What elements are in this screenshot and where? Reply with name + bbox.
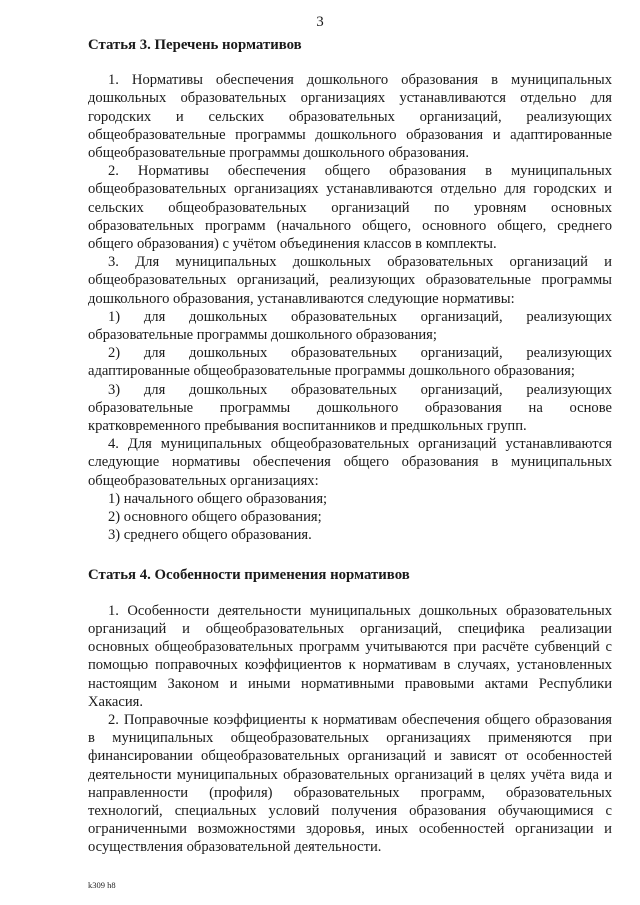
article-3-list-item: 1) для дошкольных образовательных организаций, реализующих образовательные программы дошкольного образования; — [88, 308, 612, 344]
article-3-list-item: 3) для дошкольных образовательных организаций, реализующих образовательные программы дошкольного образования на основе кратковременного пребывания воспитанников и предшкольных групп. — [88, 381, 612, 435]
article-3-title: Статья 3. Перечень нормативов — [88, 37, 302, 53]
article-4-paragraph: 2. Поправочные коэффициенты к нормативам обеспечения общего образования в муниципальных общеобразовательных организациях применяются при финансировании общеобразовательных организаций и зависят от особенностей деятельности муниципальных образовательных организаций в целях учёта вида и направленности (профиля) образовательных программ, образовательных технологий, специальных условий получения образования обучающимися с ограниченными возможностями здоровья, иных особенностей организации и осуществления образовательной деятельности. — [88, 711, 612, 856]
article-3-paragraph: 2. Нормативы обеспечения общего образования в муниципальных общеобразовательных организациях устанавливаются отдельно для городских и сельских общеобразовательных организаций по уровням основных образовательных программ (начального общего, основного общего, среднего общего образования) с учётом объединения классов в комплекты. — [88, 163, 612, 253]
article-4-title: Статья 4. Особенности применения нормативов — [88, 567, 410, 584]
article-3-paragraph: 4. Для муниципальных общеобразовательных организаций устанавливаются следующие нормативы обеспечения общего образования в муниципальных общеобразовательных организациях: — [88, 436, 612, 489]
article-4-paragraph: 1. Особенности деятельности муниципальных дошкольных образовательных организаций и общеобразовательных организаций, специфика реализации основных общеобразовательных программ учитываются при расчёте субвенций с помощью поправочных коэффициентов к нормативам в случаях, установленных настоящим Законом и иными нормативными правовыми актами Республики Хакасия. — [88, 602, 612, 710]
document-body — [88, 36, 612, 857]
article-3-paragraph: 3. Для муниципальных дошкольных образовательных организаций и общеобразовательных организаций, реализующих образовательные программы дошкольного образования, устанавливаются следующие нормативы: — [88, 254, 612, 307]
page-number: 3 — [316, 14, 324, 30]
article-3-list-item: 1) начального общего образования; — [108, 490, 328, 507]
section-spacer — [88, 544, 612, 566]
article-3-list-item: 3) среднего общего образования. — [108, 527, 312, 544]
article-3-paragraph: 1. Нормативы обеспечения дошкольного образования в муниципальных дошкольных образовательных организациях устанавливаются отдельно для городских и сельских образовательных организаций, реализующих общеобразовательные программы дошкольного образования и адаптированные общеобразовательные программы дошкольного образования. — [88, 72, 612, 162]
document-code: k309 h8 — [88, 880, 116, 890]
article-3-list-item: 2) основного общего образования; — [108, 509, 322, 526]
article-3-list-item: 2) для дошкольных образовательных организаций, реализующих адаптированные общеобразовательные программы дошкольного образования; — [88, 345, 612, 380]
